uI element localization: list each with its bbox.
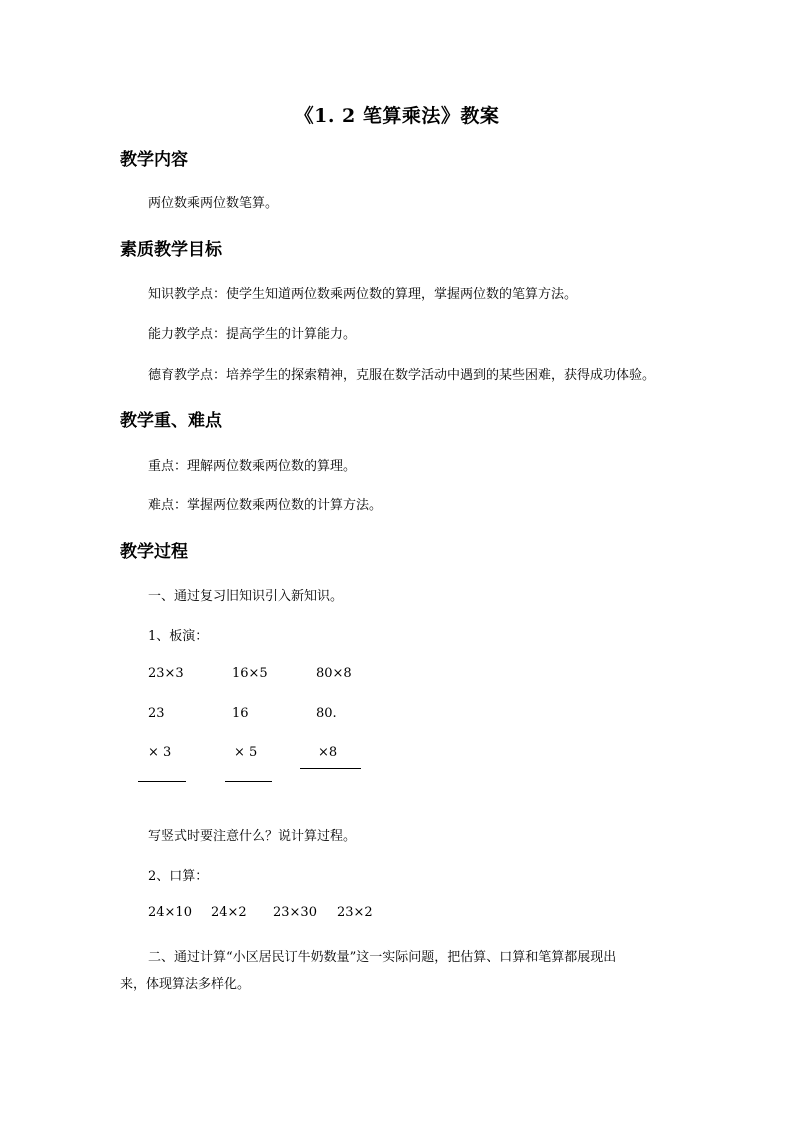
oral-expr: 23×2	[337, 905, 373, 920]
vertical-underline	[225, 781, 272, 782]
vertical-top: 16	[232, 706, 249, 721]
board-expr: 80×8	[316, 666, 352, 681]
vertical-multiplier: × 5	[234, 745, 258, 760]
goal-moral: 德育教学点：培养学生的探索精神，克服在数学活动中遇到的某些困难，获得成功体验。	[148, 368, 656, 383]
vertical-top: 23	[148, 706, 165, 721]
document-title: 《1. 2 笔算乘法》教案	[294, 105, 500, 127]
oral-expr: 24×10	[148, 905, 192, 920]
heading-process: 教学过程	[120, 542, 188, 562]
board-expr: 16×5	[232, 666, 268, 681]
content-text: 两位数乘两位数笔算。	[148, 196, 279, 211]
vertical-underline	[300, 768, 361, 769]
oral-label: 2、口算：	[148, 869, 209, 884]
key-point: 重点：理解两位数乘两位数的算理。	[148, 459, 357, 474]
process-step1: 一、通过复习旧知识引入新知识。	[148, 589, 344, 604]
heading-keys: 教学重、难点	[120, 411, 222, 431]
difficult-point: 难点：掌握两位数乘两位数的计算方法。	[148, 498, 383, 513]
process-step2-line2: 来，体现算法多样化。	[120, 977, 251, 992]
oral-expr: 23×30	[273, 905, 317, 920]
heading-goals: 素质教学目标	[120, 240, 222, 260]
vertical-top: 80.	[316, 706, 337, 721]
goal-ability: 能力教学点：提高学生的计算能力。	[148, 327, 357, 342]
process-step2-line1: 二、通过计算“小区居民订牛奶数量”这一实际问题，把估算、口算和笔算都展现出	[148, 950, 617, 965]
vertical-underline	[138, 781, 186, 782]
vertical-multiplier: ×8	[318, 745, 338, 760]
goal-knowledge: 知识教学点：使学生知道两位数乘两位数的算理，掌握两位数的笔算方法。	[148, 287, 578, 302]
board-label: 1、板演：	[148, 629, 209, 644]
heading-content: 教学内容	[120, 150, 188, 170]
vertical-multiplier: × 3	[148, 745, 172, 760]
board-expr: 23×3	[148, 666, 184, 681]
oral-expr: 24×2	[211, 905, 247, 920]
process-question: 写竖式时要注意什么？说计算过程。	[148, 829, 357, 844]
